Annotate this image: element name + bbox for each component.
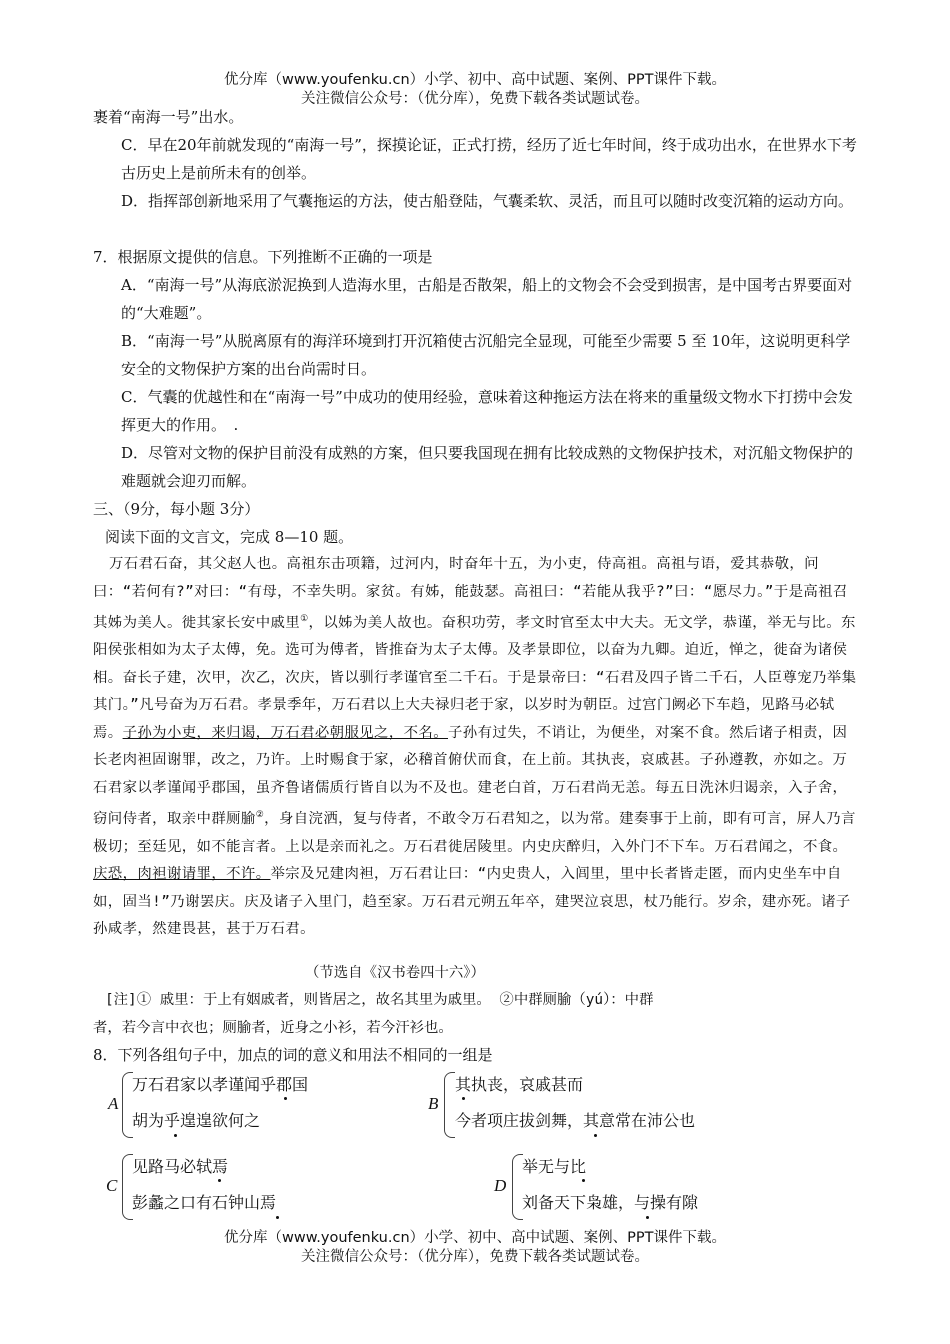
passage-underlined-2: 庆恐，肉袒谢请罪，不许。 xyxy=(93,866,271,883)
passage-part-2: ，以姊为美人故也。奋积功劳，孝文时官至太中大夫。无文学，恭谨，举无与比。东阳侯张相如为太子太傅，免。选可为傅者，皆推奋为太子太傅。及孝景即位，以奋为九卿。迫近，惮之，徙奋为诸侯相。奋长子建，次甲，次乙，次庆，皆以驯行孝谨官至二千石。于是景帝曰：“石君及四子皆二千石，人臣尊宠乃举集其门。”凡号奋为万石君。孝景季年，万石君以上大夫禄归老于家，以岁时为朝臣。过宫门阙必下车趋，见路马必轼焉。 xyxy=(93,614,857,741)
brace-icon xyxy=(444,1072,455,1138)
annotation-line-2: 者，若今言中衣也；厕腧者，近身之小衫，若今汗衫也。 xyxy=(93,1020,453,1036)
option-line-2: 胡为乎遑遑欲何之 xyxy=(132,1113,261,1130)
option-letter: B xyxy=(428,1094,439,1113)
passage-source: （节选自《汉书卷四十六》） xyxy=(305,965,485,981)
question-7-option-a: A．“南海一号”从海底淤泥换到人造海水里，古船是否散架，船上的文物会不会受到损害，是中国考古界要面对的“大难题”。 xyxy=(121,276,853,322)
q8-option-a[interactable] xyxy=(108,1068,428,1148)
section-3-title: 三、（9分，每小题 3分） xyxy=(93,500,260,518)
section-3-intro: 阅读下面的文言文，完成 8—10 题。 xyxy=(105,528,354,546)
header-line-2: 关注微信公众号：（优分库），免费下载各类试题试卷。 xyxy=(301,91,649,107)
annotation-line-1: [注]① 戚里：于上有姻戚者，则皆居之，故名其里为戚里。 ②中群厕腧（yú）：中群 xyxy=(105,992,654,1008)
passage-part-5: 举宗及兄建肉袒，万石君让曰：“内史贵人，入闾里，里中长者皆走匿，而内史坐车中自如，固当!”乃谢罢庆。庆及诸子入里门，趋至家。万石君元朔五年卒，建哭泣哀思，杖乃能行。岁余，建亦死。诸子孙咸孝，然建畏甚，甚于万石君。 xyxy=(93,866,851,938)
option-line-1: 举无与比 xyxy=(522,1159,587,1176)
classical-passage xyxy=(93,551,858,944)
q8-option-b[interactable] xyxy=(428,1068,758,1148)
note-ref-1: ① xyxy=(300,614,309,624)
emphasis-dot xyxy=(646,1216,649,1219)
emphasis-dot xyxy=(218,1179,221,1182)
emphasis-dot xyxy=(582,1179,585,1182)
emphasis-dot xyxy=(284,1097,287,1100)
emphasis-dot xyxy=(594,1134,597,1137)
footer-line-2: 关注微信公众号：（优分库），免费下载各类试题试卷。 xyxy=(301,1249,649,1265)
emphasis-dot xyxy=(174,1134,177,1137)
option-letter: D xyxy=(494,1176,507,1195)
option-line-1: 其执丧，哀戚甚而 xyxy=(455,1077,584,1094)
continued-option-b: 裹着“南海一号”出水。 xyxy=(93,108,244,126)
header-line-1: 优分库（www.youfenku.cn）小学、初中、高中试题、案例、PPT课件下载。 xyxy=(224,72,726,88)
q8-option-c[interactable] xyxy=(106,1150,426,1230)
passage-underlined-1: 子孙为小吏，来归谒，万石君必朝服见之，不名。 xyxy=(122,724,448,741)
option-line-1: 见路马必轼焉 xyxy=(132,1159,229,1176)
question-7-stem: 7．根据原文提供的信息。下列推断不正确的一项是 xyxy=(93,248,433,266)
option-c-text: C．早在20年前就发现的“南海一号”，探摸论证，正式打捞，经历了近七年时间，终于成功出水，在世界水下考古历史上是前所未有的创举。 xyxy=(121,136,857,182)
option-line-2: 彭蠡之口有石钟山焉 xyxy=(132,1195,277,1212)
question-7-option-b: B．“南海一号”从脱离原有的海洋环境到打开沉箱使古沉船完全显现，可能至少需要 5 至 10年，这说明更科学安全的文物保护方案的出台尚需时日。 xyxy=(121,332,851,378)
passage-part-1: 万石君石奋，其父赵人也。高祖东击项籍，过河内，时奋年十五，为小吏，侍高祖。高祖与语，爱其恭敬，问曰：“若何有?”对曰：“有母，不幸失明。家贫。有姊，能鼓瑟。高祖曰：“若能从我乎?”曰：“愿尽力。”于是高祖召其姊为美人。徙其家长安中戚里 xyxy=(93,556,848,631)
option-letter: A xyxy=(108,1094,119,1113)
option-line-2: 今者项庄拔剑舞，其意常在沛公也 xyxy=(455,1113,696,1130)
passage-part-3: 子孙有过失，不诮让，为便坐，对案不食。然后诸子相责，因长老肉袒固谢罪，改之，乃许。上时赐食于家，必稽首俯伏而食，在上前。其执丧，哀戚甚。子孙遵教，亦如之。万石君家以孝谨闻乎郡国，虽齐鲁诸儒质行皆自以为不及也。建老白首，万石君尚无恙。每五日洗沐归谒亲，入子舍，窃问侍者，取亲中群厕腧 xyxy=(93,724,848,828)
option-line-1: 万石君家以孝谨闻乎郡国 xyxy=(132,1077,309,1094)
option-line-2: 刘备天下枭雄，与操有隙 xyxy=(522,1195,699,1212)
passage-part-4: ，身自浣洒，复与侍者，不敢令万石君知之，以为常。建奏事于上前，即有可言，屏人乃言极切；至廷见，如不能言者。上以是亲而礼之。万石君徙居陵里。内史庆醉归，入外门不下车。万石君闻之，不食。 xyxy=(93,811,856,855)
note-ref-2: ② xyxy=(255,810,265,821)
emphasis-dot xyxy=(462,1097,465,1100)
option-letter: C xyxy=(106,1176,118,1195)
question-7-option-d: D．尽管对文物的保护目前没有成熟的方案，但只要我国现在拥有比较成熟的文物保护技术，对沉船文物保护的难题就会迎刃而解。 xyxy=(121,444,854,490)
question-7-option-c: C．气囊的优越性和在“南海一号”中成功的使用经验，意味着这种拖运方法在将来的重量级文物水下打捞中会发挥更大的作用。 . xyxy=(121,388,853,434)
footer-line-1: 优分库（www.youfenku.cn）小学、初中、高中试题、案例、PPT课件下载。 xyxy=(224,1230,726,1246)
option-d-text: D．指挥部创新地采用了气囊拖运的方法，使古船登陆，气囊柔软、灵活，而且可以随时改变沉箱的运动方向。 xyxy=(121,192,854,210)
q8-option-d[interactable] xyxy=(494,1150,794,1230)
question-8-stem: 8．下列各组句子中，加点的词的意义和用法不相同的一组是 xyxy=(93,1046,493,1064)
emphasis-dot xyxy=(276,1216,279,1219)
